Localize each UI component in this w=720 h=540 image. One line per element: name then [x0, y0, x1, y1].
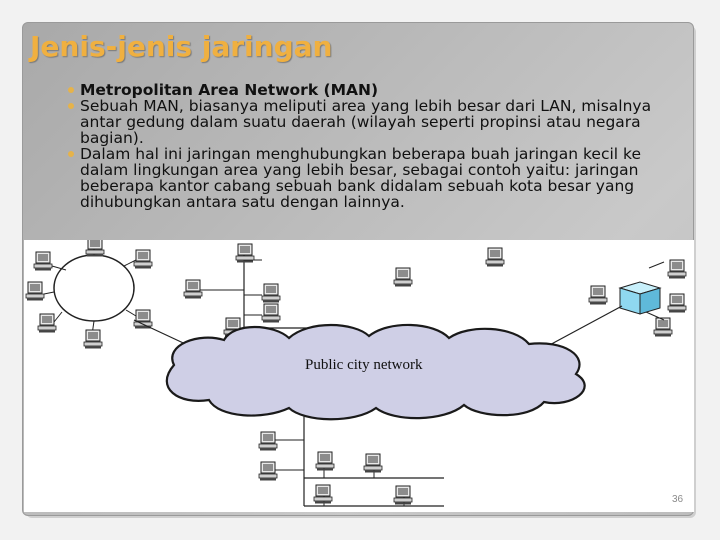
bullet-heading: Metropolitan Area Network (MAN): [80, 81, 379, 99]
bullet-item: [0, 82, 700, 98]
computer-icon: [84, 330, 102, 349]
bullet-dot-icon: [68, 151, 74, 157]
computer-icon: [394, 486, 412, 505]
computer-icon: [86, 240, 104, 257]
computer-icon: [314, 485, 332, 504]
computer-icon: [394, 268, 412, 287]
network-diagram-svg: [24, 240, 694, 512]
cloud-label: Public city network: [305, 357, 423, 373]
computer-icon: [262, 304, 280, 323]
bullet-dot-icon: [68, 87, 74, 93]
computer-icon: [262, 284, 280, 303]
bus-lan-bottom: [259, 415, 444, 506]
computer-icon: [364, 454, 382, 473]
bullet-text: Sebuah MAN, biasanya meliputi area yang lebih besar dari LAN, misalnya antar gedung dalam suatu daerah (wilayah seperti propinsi atau negara bagian).: [80, 97, 652, 147]
computer-icon: [486, 248, 504, 267]
computer-icon: [34, 252, 52, 271]
bullet-dot-icon: [68, 103, 74, 109]
computer-icon: [259, 462, 277, 481]
computer-icon: [259, 432, 277, 451]
computer-icon: [236, 244, 254, 263]
slide-title: Jenis-jenis jaringan: [30, 30, 333, 63]
computer-icon: [668, 260, 686, 279]
bullet-item: [0, 98, 700, 146]
computer-icon: [134, 310, 152, 329]
computer-icon: [26, 282, 44, 301]
computer-icon: [668, 294, 686, 313]
computer-icon: [38, 314, 56, 333]
computer-icon: [184, 280, 202, 299]
bullet-list: [0, 82, 700, 210]
bullet-item: [0, 146, 700, 210]
ring-network-circle: [54, 255, 134, 321]
bus-lan-top: [184, 244, 314, 337]
computer-icon: [316, 452, 334, 471]
router-cube-icon: [620, 262, 664, 320]
page-number: 36: [672, 494, 684, 505]
computer-icon: [134, 250, 152, 269]
computer-icon: [654, 318, 672, 337]
ring-lan: [26, 240, 152, 349]
computer-icon: [589, 286, 607, 305]
bullet-text: Dalam hal ini jaringan menghubungkan beberapa buah jaringan kecil ke dalam lingkungan area yang lebih besar, sebagai contoh yaitu: jaringan beberapa kantor cabang sebuah bank didalam sebuah kota besar yang dihubungkan antara satu dengan lainnya.: [80, 145, 641, 211]
man-network-diagram: [24, 240, 694, 512]
